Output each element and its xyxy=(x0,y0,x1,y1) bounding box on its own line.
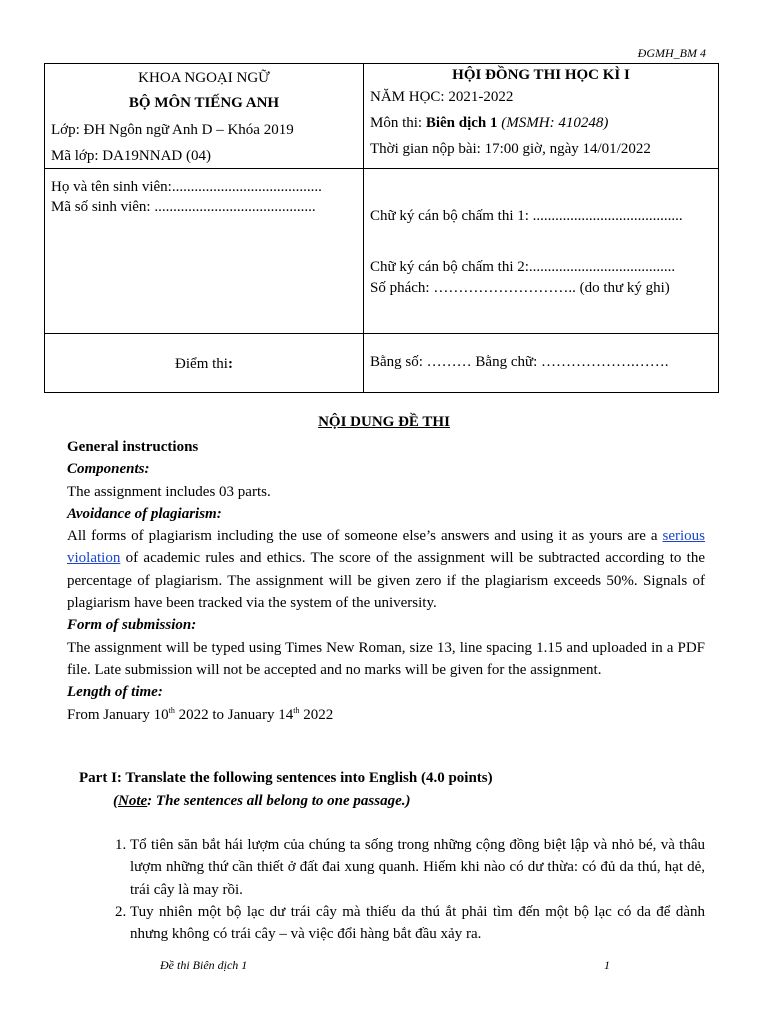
score-value-cell xyxy=(364,334,719,393)
submission-heading: Form of submission: xyxy=(67,617,197,634)
plagiarism-text-b: of academic rules and ethics. The score of the assignment will be subtracted according to the percentage of plagiarism. The assignment will be given zero if the plagiarism exceeds 50%. Signals of plagiarism have been tracked via the system of the university. xyxy=(67,550,705,612)
examiner2-signature: Chữ ký cán bộ chấm thi 2:....................................... xyxy=(370,259,676,275)
student-id-line: Mã số sinh viên: ........................................... xyxy=(51,199,316,215)
subject-label: Môn thi: xyxy=(370,115,426,131)
time-sup-1: th xyxy=(168,705,175,715)
faculty-cell xyxy=(45,64,364,169)
form-code: ĐGMH_BM 4 xyxy=(637,46,706,60)
score-label: Điểm thi xyxy=(175,356,228,372)
note-rest: : The sentences all belong to one passage.) xyxy=(147,793,411,809)
part1-note xyxy=(113,793,411,810)
class-line: Lớp: ĐH Ngôn ngữ Anh D – Khóa 2019 xyxy=(51,122,294,138)
list-item: 2. Tuy nhiên một bộ lạc dư trái cây mà thiếu da thú ắt phải tìm đến một bộ lạc có da để dành nhưng không có trái cây – và việc đổi hàng bắt đầu xảy ra. xyxy=(130,901,705,946)
list-item: 1. Tổ tiên săn bắt hái lượm của chúng ta sống trong những cộng đồng biệt lập và nhỏ bé, và thâu lượm những thứ cần thiết ở đất đai xung quanh. Hiếm khi nào có dư thừa: có đủ da thú, hạt dẻ, trái cây là may rồi. xyxy=(130,834,705,901)
time-text xyxy=(67,704,705,726)
general-instructions xyxy=(67,436,705,726)
page-number: 1 xyxy=(604,958,610,972)
time-start: From January 10 xyxy=(67,706,169,723)
exam-board-title: HỘI ĐỒNG THI HỌC KÌ I xyxy=(452,67,630,83)
time-sup-2: th xyxy=(293,705,300,715)
note-open: ( xyxy=(113,793,118,809)
components-text: The assignment includes 03 parts. xyxy=(67,483,271,500)
time-mid: 2022 to January 14 xyxy=(174,706,294,723)
score-colon: : xyxy=(227,356,233,372)
exam-header-table xyxy=(44,63,719,393)
school-year: NĂM HỌC: 2021-2022 xyxy=(370,89,514,105)
submission-deadline: Thời gian nộp bài: 17:00 giờ, ngày 14/01/2022 xyxy=(370,141,651,157)
score-label-cell xyxy=(45,334,364,393)
time-end: 2022 xyxy=(299,706,334,723)
instructions-heading: General instructions xyxy=(67,439,199,455)
student-info-cell xyxy=(45,169,364,334)
components-heading: Components: xyxy=(67,461,150,478)
plagiarism-text-a: All forms of plagiarism including the use of someone else’s answers and using it as yours are a xyxy=(67,528,663,545)
department-name: BỘ MÔN TIẾNG ANH xyxy=(128,95,280,111)
code-number: Số phách: ……………………….. (do thư ký ghi) xyxy=(370,280,670,296)
sentence-list xyxy=(0,834,705,945)
subject-line xyxy=(364,113,718,133)
plagiarism-text xyxy=(67,525,705,614)
note-word: Note xyxy=(118,793,148,809)
student-name-line: Họ và tên sinh viên:........................................ xyxy=(51,179,322,195)
score-label-line xyxy=(45,334,363,374)
class-code: Mã lớp: DA19NNAD (04) xyxy=(51,148,211,164)
submission-text: The assignment will be typed using Times New Roman, size 13, line spacing 1.15 and uploaded in a PDF file. Late submission will not be accepted and no marks will be given for the assignment. xyxy=(67,639,705,678)
part1-heading: Part I: Translate the following sentences into English (4.0 points) xyxy=(79,770,493,786)
signature-cell xyxy=(364,169,719,334)
footer-title: Đề thi Biên dịch 1 xyxy=(160,958,248,972)
serious-violation-link[interactable]: serious violation xyxy=(67,528,705,567)
subject-name: Biên dịch 1 xyxy=(425,115,498,131)
examiner1-signature: Chữ ký cán bộ chấm thi 1: ........................................ xyxy=(370,208,683,224)
exam-board-cell xyxy=(364,64,719,169)
exam-content-title: NỘI DUNG ĐỀ THI xyxy=(318,414,450,430)
subject-code: (MSMH: 410248) xyxy=(497,115,609,131)
score-value-line: Bằng số: ……… Bằng chữ: ……………….……. xyxy=(370,354,669,370)
time-heading: Length of time: xyxy=(67,684,163,701)
faculty-name: KHOA NGOẠI NGỮ xyxy=(138,70,270,86)
plagiarism-heading: Avoidance of plagiarism: xyxy=(67,505,222,522)
